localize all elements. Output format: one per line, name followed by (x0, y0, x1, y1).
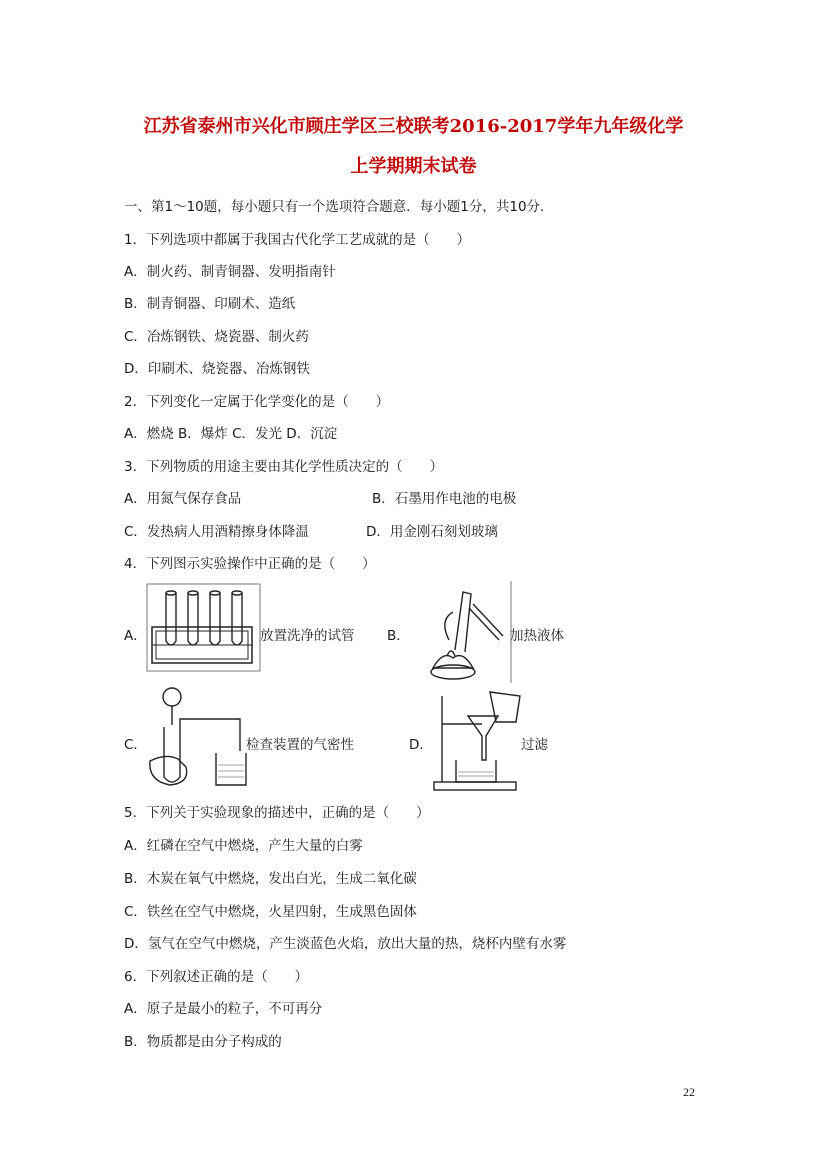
page-number: 22 (683, 1085, 695, 1099)
question-6-option-a: A．原子是最小的粒子，不可再分 (124, 1001, 323, 1017)
question-1-option-d: D．印刷术、烧瓷器、冶炼钢铁 (124, 361, 310, 377)
question-2-options: A．燃烧 B．爆炸 C．发光 D．沉淀 (124, 426, 338, 442)
heating-liquid-figure (403, 580, 515, 684)
question-4-option-b-caption: 加热液体 (510, 628, 564, 644)
question-4-option-a-caption: 放置洗净的试管 (260, 628, 355, 644)
question-4-option-d-letter: D． (409, 737, 433, 753)
question-5-option-a: A．红磷在空气中燃烧，产生大量的白雾 (124, 838, 363, 854)
question-1-option-a: A．制火药、制青铜器、发明指南针 (124, 264, 336, 280)
question-1-option-c: C．冶炼钢铁、烧瓷器、制火药 (124, 329, 309, 345)
question-4-stem: 4．下列图示实验操作中正确的是（ ） (124, 556, 376, 572)
question-1-stem: 1．下列选项中都属于我国古代化学工艺成就的是（ ） (124, 232, 471, 248)
document-title-line1: 江苏省泰州市兴化市顾庄学区三校联考2016-2017学年九年级化学 (143, 116, 684, 137)
question-4-option-c-caption: 检查装置的气密性 (246, 737, 354, 753)
question-4-option-d-caption: 过滤 (521, 737, 548, 753)
question-5-option-d: D．氢气在空气中燃烧，产生淡蓝色火焰，放出大量的热，烧杯内壁有水雾 (124, 936, 567, 952)
question-4-option-b-letter: B． (387, 628, 410, 644)
question-6-stem: 6．下列叙述正确的是（ ） (124, 969, 309, 985)
test-tube-rack-figure (146, 583, 262, 673)
question-4-option-a-letter: A． (124, 628, 147, 644)
question-5-option-c: C．铁丝在空气中燃烧，火星四射，生成黑色固体 (124, 904, 417, 920)
section-intro: 一、第1～10题，每小题只有一个选项符合题意．每小题1分，共10分． (124, 199, 554, 215)
question-3-option-c: C．发热病人用酒精擦身体降温 (124, 524, 309, 540)
question-3-stem: 3．下列物质的用途主要由其化学性质决定的（ ） (124, 459, 444, 475)
question-5-option-b: B．木炭在氧气中燃烧，发出白光，生成二氧化碳 (124, 871, 417, 887)
question-3-option-d: D．用金刚石刻划玻璃 (366, 524, 498, 540)
question-5-stem: 5．下列关于实验现象的描述中，正确的是（ ） (124, 805, 430, 821)
airtightness-check-figure (146, 685, 250, 795)
question-6-option-b: B．物质都是由分子构成的 (124, 1034, 282, 1050)
question-1-option-b: B．制青铜器、印刷术、造纸 (124, 296, 296, 312)
question-4-option-c-letter: C． (124, 737, 147, 753)
question-2-stem: 2．下列变化一定属于化学变化的是（ ） (124, 394, 390, 410)
question-3-option-a: A．用氮气保存食品 (124, 491, 242, 507)
document-title-line2: 上学期期末试卷 (350, 156, 477, 177)
question-3-option-b: B．石墨用作电池的电极 (372, 491, 517, 507)
